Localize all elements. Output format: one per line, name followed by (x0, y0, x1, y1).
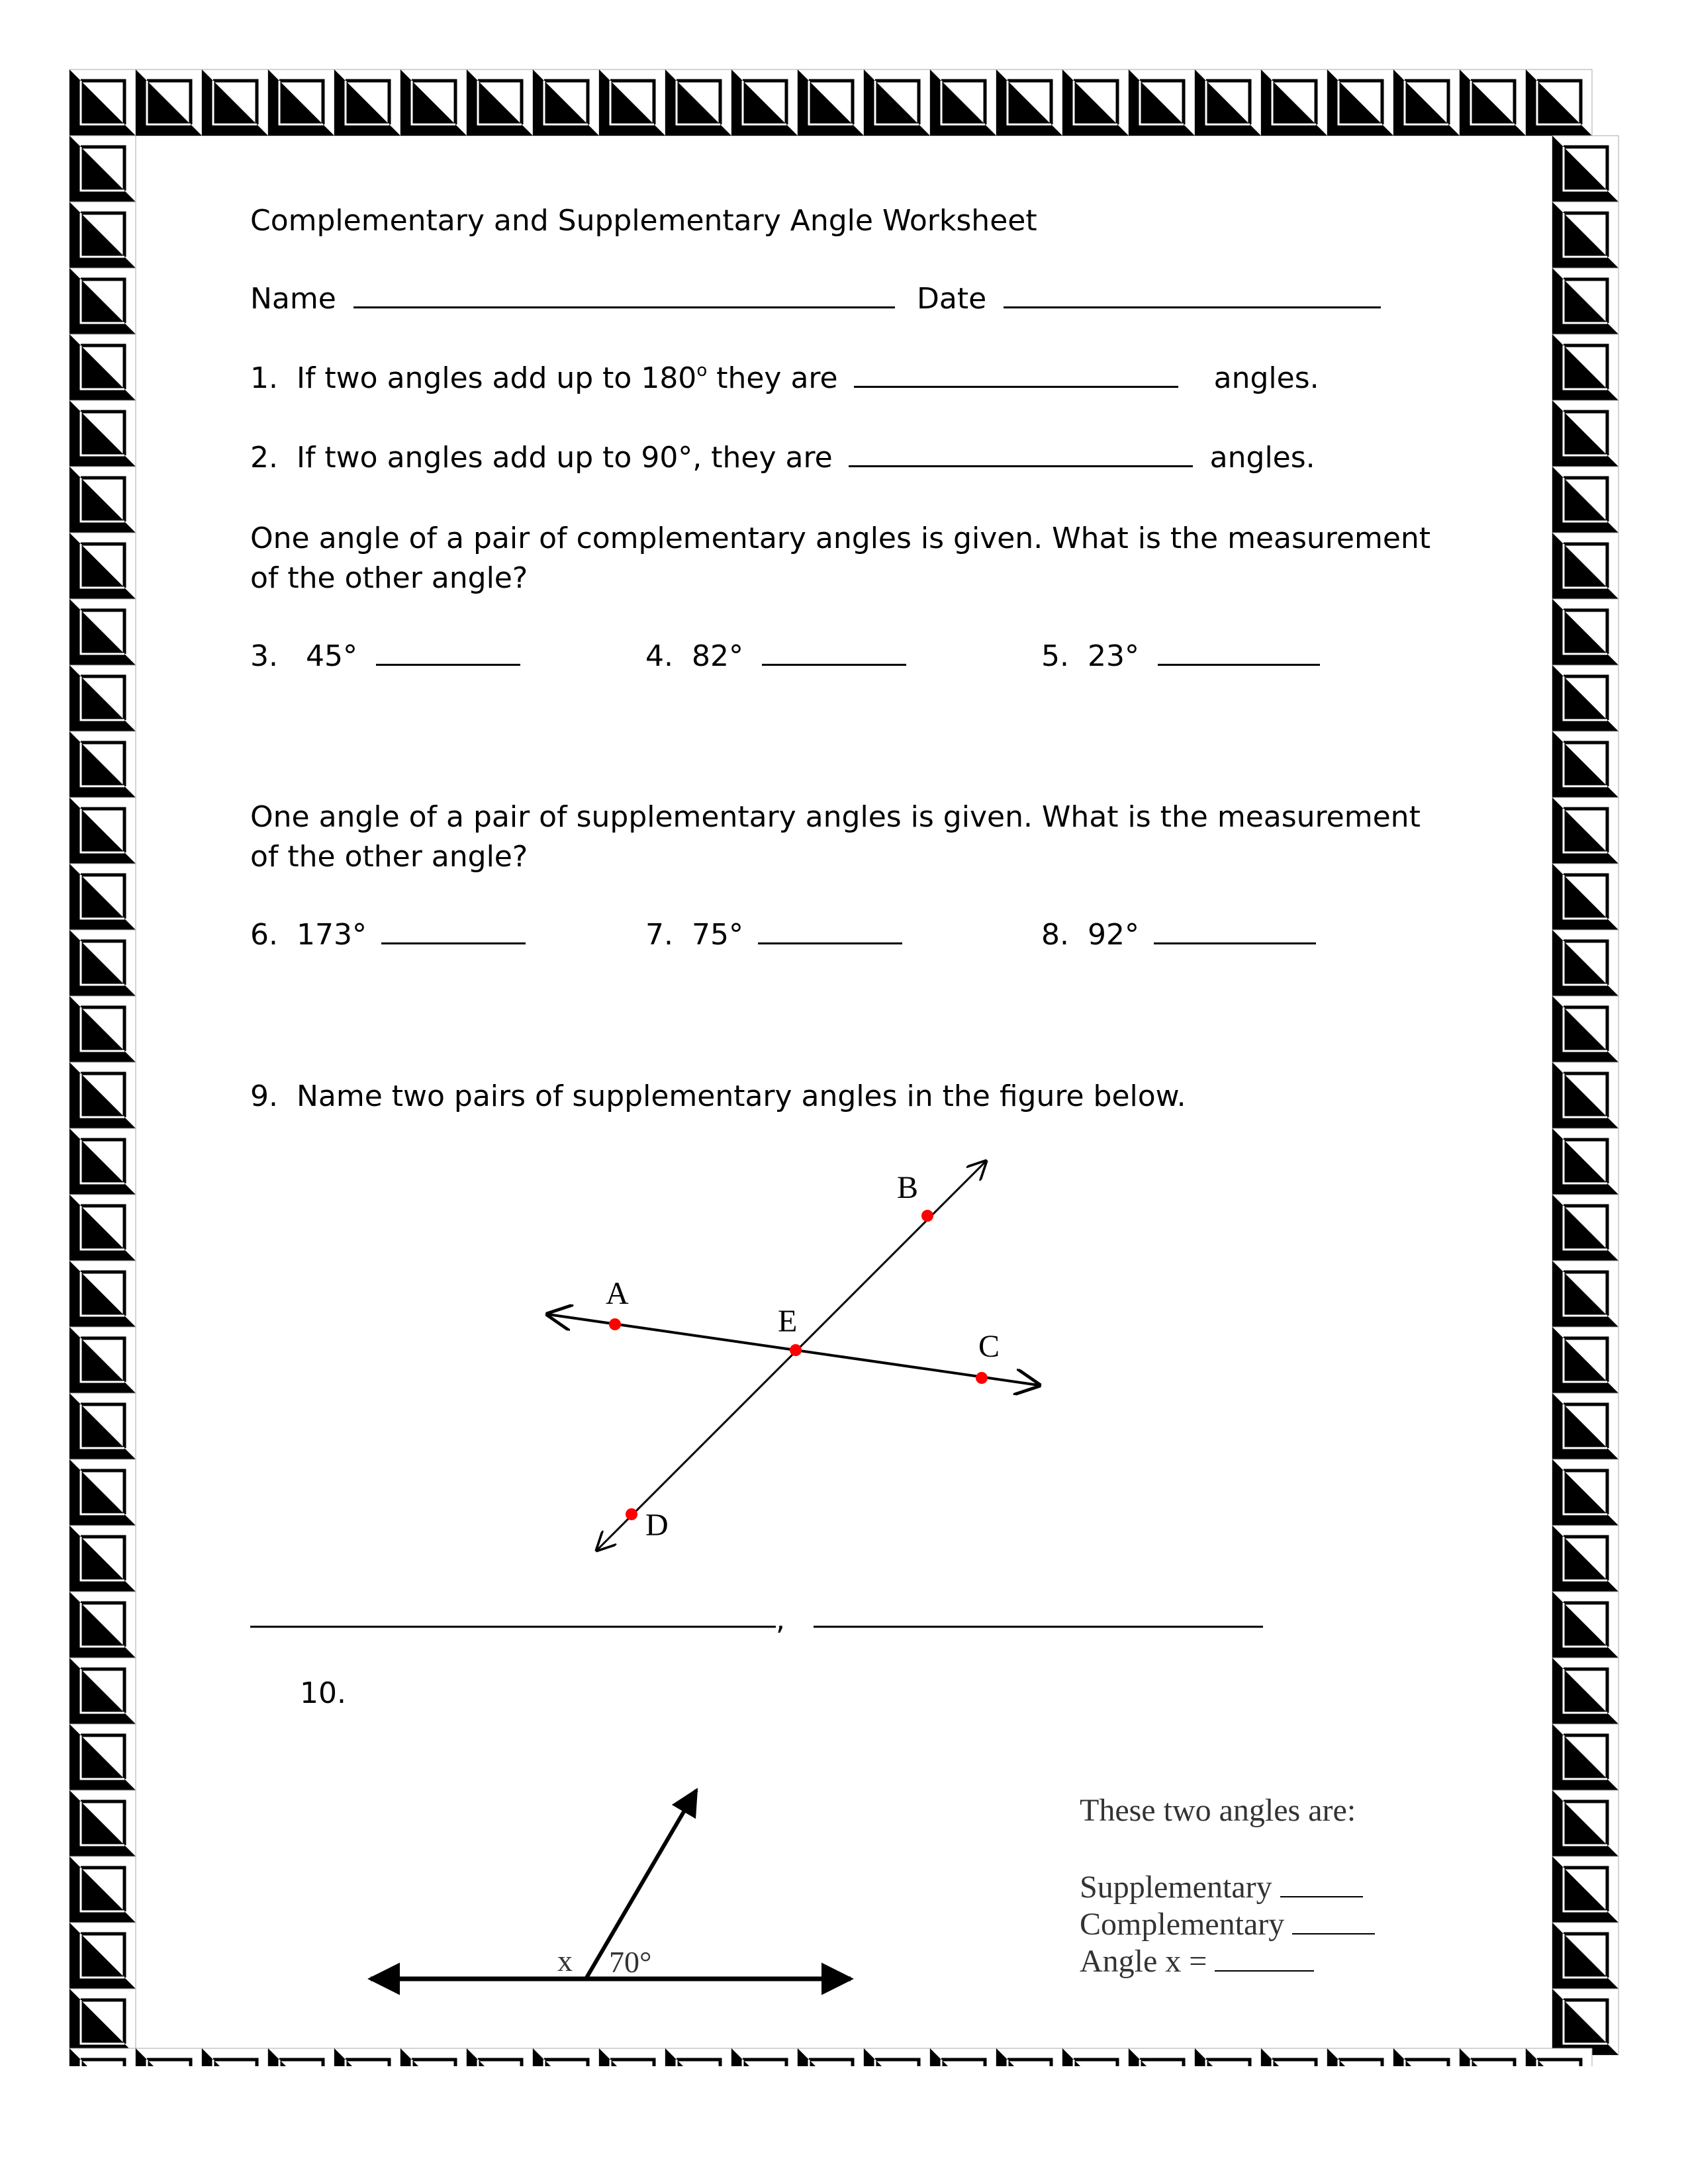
answer-blank[interactable] (1292, 1933, 1375, 1934)
question-10-number: 10. (300, 1676, 346, 1710)
supplementary-instruction-2: of the other angle? (250, 840, 528, 874)
option-supplementary (1080, 1872, 1363, 1903)
degree-mark: o (696, 361, 708, 381)
angle-70-label: 70° (609, 1945, 652, 1979)
question-number: 8. (1041, 918, 1069, 952)
point-c (976, 1372, 988, 1384)
label-e: E (778, 1304, 798, 1339)
angle-value: 92° (1087, 918, 1139, 952)
option-complementary (1080, 1909, 1375, 1940)
question-number: 9. (250, 1079, 278, 1113)
page-title: Complementary and Supplementary Angle Worksheet (250, 204, 1037, 238)
label-a: A (606, 1276, 629, 1311)
point-b (921, 1210, 933, 1222)
name-label: Name (250, 282, 336, 316)
question-text: If two angles add up to 180 (296, 361, 697, 395)
angle-value: 45° (305, 639, 357, 673)
question-number: 1. (250, 361, 278, 395)
question-suffix: angles. (1213, 361, 1319, 395)
point-e (790, 1344, 802, 1356)
question-number: 5. (1041, 639, 1069, 673)
answer-blank[interactable] (1215, 1970, 1314, 1972)
complementary-instruction-2: of the other angle? (250, 561, 528, 595)
question-number: 4. (645, 639, 673, 673)
angle-x-label: x (557, 1944, 573, 1978)
point-a (609, 1318, 621, 1330)
angle-value: 23° (1087, 639, 1139, 673)
answer-blank[interactable] (1280, 1895, 1363, 1897)
option-angle-x (1080, 1946, 1314, 1978)
label-b: B (897, 1170, 919, 1205)
complementary-instruction-1: One angle of a pair of complementary angles is given. What is the measurement (250, 522, 1431, 555)
question-text: If two angles add up to 90°, they are (296, 441, 833, 475)
date-label: Date (917, 282, 987, 316)
angle-value: 75° (691, 918, 743, 952)
question-number: 2. (250, 441, 278, 475)
label-c: C (978, 1329, 1000, 1364)
supplementary-instruction-1: One angle of a pair of supplementary angles is given. What is the measurement (250, 800, 1421, 834)
question-text: Name two pairs of supplementary angles in the figure below. (296, 1079, 1186, 1113)
question-text-end: they are (707, 361, 838, 395)
angle-value: 173° (296, 918, 367, 952)
answer-separator: , (776, 1603, 785, 1637)
point-d (626, 1508, 637, 1520)
question-suffix: angles. (1209, 441, 1315, 475)
question-number: 6. (250, 918, 278, 952)
question-number: 7. (645, 918, 673, 952)
option-label: Complementary (1080, 1907, 1285, 1942)
question-number: 3. (250, 639, 278, 673)
angle-value: 82° (691, 639, 743, 673)
option-label: Supplementary (1080, 1870, 1272, 1905)
label-d: D (645, 1508, 669, 1543)
option-label: Angle x = (1080, 1944, 1207, 1979)
q10-prompt: These two angles are: (1080, 1793, 1356, 1828)
